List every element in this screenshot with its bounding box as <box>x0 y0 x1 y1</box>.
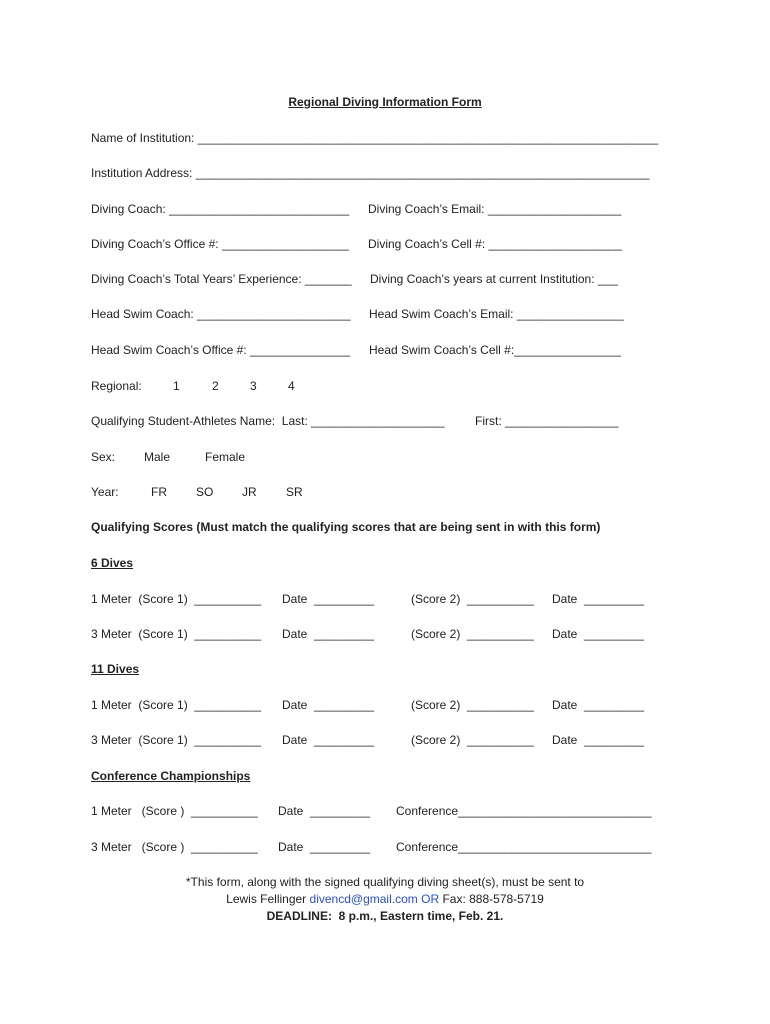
head-swim-coach-field[interactable]: Head Swim Coach: _______________________ <box>91 307 351 321</box>
six-dives-3m-date1[interactable]: Date _________ <box>282 627 375 641</box>
eleven-dives-3m-score2[interactable]: (Score 2) __________ <box>411 733 534 747</box>
six-dives-1m-score2[interactable]: (Score 2) __________ <box>411 592 534 606</box>
six-dives-3m-date2[interactable]: Date _________ <box>552 627 645 641</box>
contact-name: Lewis Fellinger <box>226 892 307 906</box>
regional-option-1[interactable]: 1 <box>173 379 180 393</box>
six-dives-3m-score1[interactable]: 3 Meter (Score 1) __________ <box>91 627 262 641</box>
head-swim-coach-cell-field[interactable]: Head Swim Coach’s Cell #:________________ <box>369 343 621 357</box>
six-dives-1m-score1[interactable]: 1 Meter (Score 1) __________ <box>91 592 262 606</box>
form-title: Regional Diving Information Form <box>288 95 482 109</box>
head-swim-coach-office-field[interactable]: Head Swim Coach’s Office #: _______________ <box>91 343 351 357</box>
footer-instructions: *This form, along with the signed qualifying diving sheet(s), must be sent to <box>185 875 585 889</box>
diving-coach-total-years-field[interactable]: Diving Coach’s Total Years’ Experience: _______ <box>91 272 352 286</box>
conference-3m-name[interactable]: Conference_____________________________ <box>396 840 652 854</box>
diving-coach-field[interactable]: Diving Coach: ___________________________ <box>91 202 350 216</box>
sex-option-female[interactable]: Female <box>205 450 246 464</box>
year-option-fr[interactable]: FR <box>151 485 167 499</box>
six-dives-1m-date1[interactable]: Date _________ <box>282 592 375 606</box>
conference-1m-name[interactable]: Conference_____________________________ <box>396 804 652 818</box>
regional-option-3[interactable]: 3 <box>250 379 257 393</box>
conference-3m-date[interactable]: Date _________ <box>278 840 371 854</box>
institution-address-field[interactable]: Institution Address: ____________________________________________________________________ <box>91 166 650 180</box>
contact-email-link[interactable]: divencd@gmail.com <box>309 892 418 906</box>
six-dives-3m-score2[interactable]: (Score 2) __________ <box>411 627 534 641</box>
eleven-dives-1m-score2[interactable]: (Score 2) __________ <box>411 698 534 712</box>
eleven-dives-3m-date2[interactable]: Date _________ <box>552 733 645 747</box>
athlete-last-name-field[interactable]: Qualifying Student-Athletes Name: Last: ____________________ <box>91 414 445 428</box>
eleven-dives-1m-score1[interactable]: 1 Meter (Score 1) __________ <box>91 698 262 712</box>
six-dives-heading: 6 Dives <box>91 556 134 570</box>
regional-label: Regional: <box>91 379 142 393</box>
year-label: Year: <box>91 485 119 499</box>
contact-or: OR <box>421 892 440 906</box>
diving-coach-email-field[interactable]: Diving Coach’s Email: ____________________ <box>368 202 622 216</box>
head-swim-coach-email-field[interactable]: Head Swim Coach’s Email: ________________ <box>369 307 624 321</box>
diving-coach-cell-field[interactable]: Diving Coach’s Cell #: ____________________ <box>368 237 622 251</box>
institution-name-field[interactable]: Name of Institution: _____________________________________________________________________ <box>91 131 659 145</box>
sex-option-male[interactable]: Male <box>144 450 171 464</box>
eleven-dives-3m-date1[interactable]: Date _________ <box>282 733 375 747</box>
eleven-dives-1m-date1[interactable]: Date _________ <box>282 698 375 712</box>
contact-fax: Fax: 888-578-5719 <box>442 892 544 906</box>
footer-contact <box>0 892 770 907</box>
regional-option-4[interactable]: 4 <box>288 379 295 393</box>
eleven-dives-3m-score1[interactable]: 3 Meter (Score 1) __________ <box>91 733 262 747</box>
year-option-so[interactable]: SO <box>196 485 214 499</box>
scores-heading: Qualifying Scores (Must match the qualifying scores that are being sent in with this form) <box>91 520 601 534</box>
conference-1m-score[interactable]: 1 Meter (Score ) __________ <box>91 804 258 818</box>
conference-1m-date[interactable]: Date _________ <box>278 804 371 818</box>
deadline-text: DEADLINE: 8 p.m., Eastern time, Feb. 21. <box>266 909 504 923</box>
regional-option-2[interactable]: 2 <box>212 379 219 393</box>
eleven-dives-heading: 11 Dives <box>91 662 140 676</box>
diving-coach-current-years-field[interactable]: Diving Coach’s years at current Institution: ___ <box>370 272 618 286</box>
six-dives-1m-date2[interactable]: Date _________ <box>552 592 645 606</box>
year-option-jr[interactable]: JR <box>242 485 257 499</box>
athlete-first-name-field[interactable]: First: _________________ <box>475 414 619 428</box>
conference-3m-score[interactable]: 3 Meter (Score ) __________ <box>91 840 258 854</box>
conference-heading: Conference Championships <box>91 769 251 783</box>
diving-coach-office-field[interactable]: Diving Coach’s Office #: ___________________ <box>91 237 349 251</box>
eleven-dives-1m-date2[interactable]: Date _________ <box>552 698 645 712</box>
year-option-sr[interactable]: SR <box>286 485 303 499</box>
sex-label: Sex: <box>91 450 116 464</box>
